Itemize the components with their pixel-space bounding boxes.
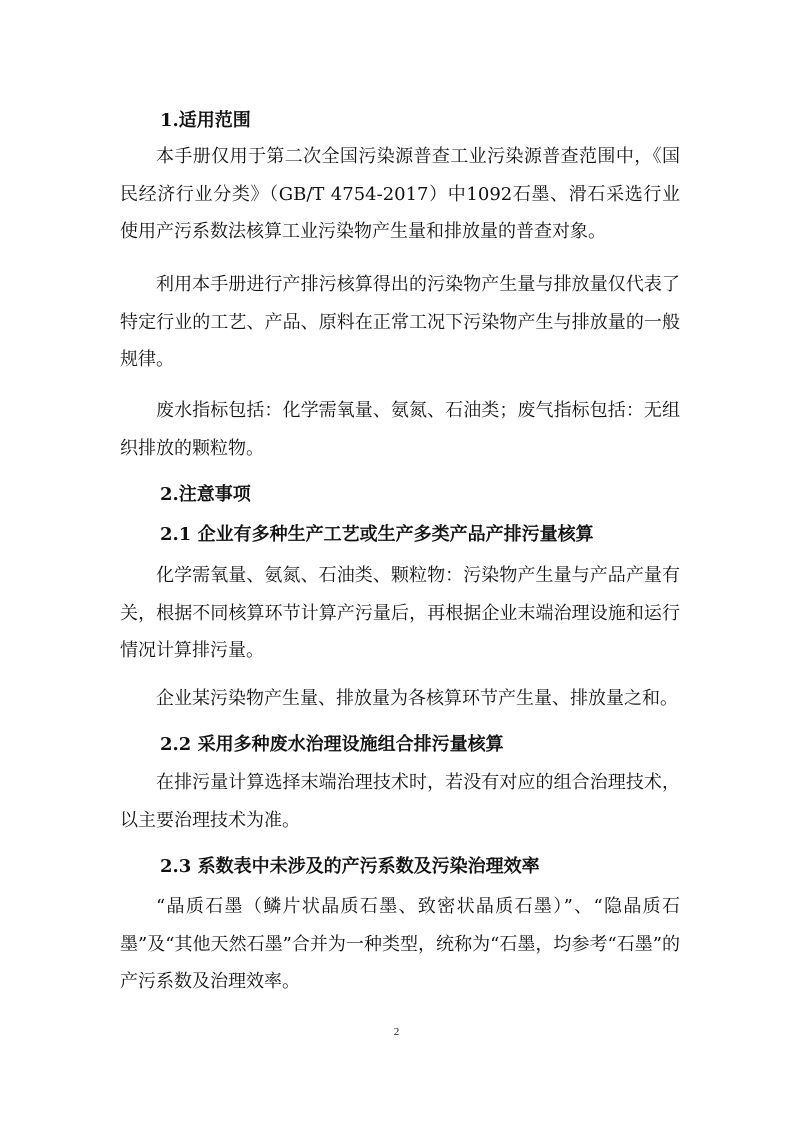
section-heading-scope: 1.适用范围 (160, 110, 251, 131)
paragraph-scope-applicability: 本手册仅用于第二次全国污染源普查工业污染源普查范围中，《国民经济行业分类》（GB/T 4754-2017）中1092石墨、滑石采选行业使用产污系数法核算工业污染物产生量和排放量的普查对象。 (120, 146, 680, 242)
paragraph-2-1-calculation: 化学需氧量、氨氮、石油类、颗粒物：污染物产生量与产品产量有关，根据不同核算环节计算产污量后，再根据企业末端治理设施和运行情况计算排污量。 (120, 565, 680, 661)
subsection-heading-2-3: 2.3 系数表中未涉及的产污系数及污染治理效率 (160, 856, 540, 877)
subsection-heading-2-1: 2.1 企业有多种生产工艺或生产多类产品产排污量核算 (160, 524, 594, 545)
paragraph-2-2-treatment: 在排污量计算选择末端治理技术时，若没有对应的组合治理技术，以主要治理技术为准。 (120, 772, 680, 831)
paragraph-2-3-graphite: “晶质石墨（鳞片状晶质石墨、致密状晶质石墨）”、“隐晶质石墨”及“其他天然石墨”合并为一种类型，统称为“石墨，均参考“石墨”的产污系数及治理效率。 (120, 896, 680, 992)
paragraph-scope-indicators: 废水指标包括：化学需氧量、氨氮、石油类；废气指标包括：无组织排放的颗粒物。 (120, 400, 680, 459)
section-heading-notes: 2.注意事项 (160, 484, 251, 505)
paragraph-2-1-sum: 企业某污染物产生量、排放量为各核算环节产生量、排放量之和。 (156, 688, 678, 709)
paragraph-scope-results: 利用本手册进行产排污核算得出的污染物产生量与排放量仅代表了特定行业的工艺、产品、原料在正常工况下污染物产生与排放量的一般规律。 (120, 274, 680, 370)
subsection-heading-2-2: 2.2 采用多种废水治理设施组合排污量核算 (160, 734, 504, 755)
page-number: 2 (393, 1026, 400, 1038)
